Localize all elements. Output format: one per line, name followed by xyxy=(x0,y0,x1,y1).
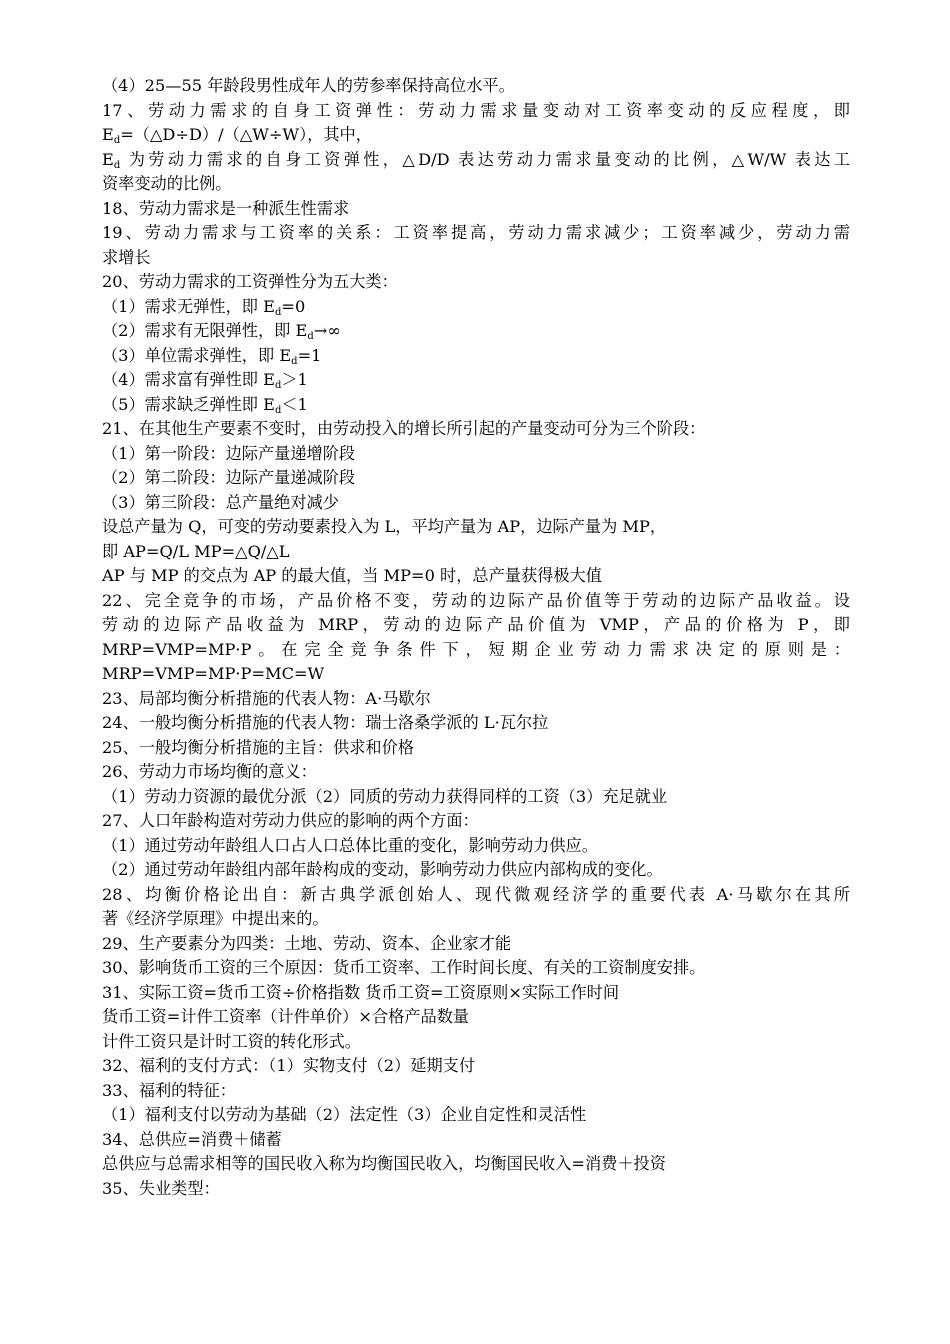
text-line: （2）第二阶段：边际产量递减阶段 xyxy=(102,468,356,487)
text-line: 30、影响货币工资的三个原因：货币工资率、工作时间长度、有关的工资制度安排。 xyxy=(102,958,706,977)
text-line: 著《经济学原理》中提出来的。 xyxy=(102,909,329,928)
text-line: 货币工资=计件工资率（计件单价）×合格产品数量 xyxy=(102,1007,470,1026)
text-line: （5）需求缺乏弹性即 $E_d<1$ xyxy=(102,394,308,416)
text-line: MRP=VMP=MP·P=MC=W xyxy=(102,664,325,683)
text-line: （1）通过劳动年龄组人口占人口总体比重的变化，影响劳动力供应。 xyxy=(102,835,598,855)
text-line: 17、劳动力需求的自身工资弹性：劳动力需求量变动对工资率变动的反应程度，即 xyxy=(102,100,850,120)
text-line: AP 与 MP 的交点为 AP 的最大值，当 MP=0 时，总产量获得极大值 xyxy=(102,566,602,585)
text-line: （1）福利支付以劳动为基础（2）法定性（3）企业自定性和灵活性 xyxy=(102,1105,587,1124)
text-line: （3）单位需求弹性，即 $E_d=1$ xyxy=(102,345,322,367)
text-line: 18、劳动力需求是一种派生性需求 xyxy=(102,198,350,218)
text-line: 设总产量为 Q，可变的劳动要素投入为 L，平均产量为 AP，边际产量为 MP， xyxy=(102,517,667,536)
text-line: 计件工资只是计时工资的转化形式。 xyxy=(102,1031,361,1051)
document-page xyxy=(102,74,850,1201)
text-line: （4）25—55 年龄段男性成年人的劳参率保持高位水平。 xyxy=(102,76,515,95)
text-line: （3）第三阶段：总产量绝对减少 xyxy=(102,492,339,512)
text-line: 31、实际工资=货币工资÷价格指数 货币工资=工资原则×实际工作时间 xyxy=(102,982,620,1002)
text-line: 32、福利的支付方式：（1）实物支付（2）延期支付 xyxy=(102,1056,476,1075)
text-line: （1）劳动力资源的最优分派（2）同质的劳动力获得同样的工资（3）充足就业 xyxy=(102,786,668,806)
text-line: 22、完全竞争的市场，产品价格不变，劳动的边际产品价值等于劳动的边际产品收益。设 xyxy=(102,590,850,610)
text-line: 劳动的边际产品收益为 MRP，劳动的边际产品价值为 VMP，产品的价格为 P，即 xyxy=(102,615,850,634)
text-line: 25、一般均衡分析措施的主旨：供求和价格 xyxy=(102,737,414,757)
text-line: 28、均衡价格论出自：新古典学派创始人、现代微观经济学的重要代表 A·马歇尔在其所 xyxy=(102,884,850,904)
text-line: 33、福利的特征： xyxy=(102,1080,236,1100)
text-line: （2）通过劳动年龄组内部年龄构成的变动，影响劳动力供应内部构成的变化。 xyxy=(102,860,663,879)
text-line: 20、劳动力需求的工资弹性分为五大类： xyxy=(102,272,398,291)
text-line: 26、劳动力市场均衡的意义： xyxy=(102,762,317,781)
text-line: $E_d$ 为劳动力需求的自身工资弹性，△D/D 表达劳动力需求量变动的比例，△W/W 表达工 xyxy=(102,149,850,171)
text-line: 34、总供应=消费＋储蓄 xyxy=(102,1129,282,1149)
text-line: 资率变动的比例。 xyxy=(102,174,232,193)
text-line: 35、失业类型： xyxy=(102,1178,220,1198)
text-line: 总供应与总需求相等的国民收入称为均衡国民收入，均衡国民收入=消费＋投资 xyxy=(102,1154,666,1173)
text-line: （2）需求有无限弹性，即 $E_d\to\infty$ xyxy=(102,321,341,342)
text-line: 求增长 xyxy=(102,247,151,267)
text-line: 19、劳动力需求与工资率的关系：工资率提高，劳动力需求减少；工资率减少，劳动力需 xyxy=(102,223,850,242)
text-line: 24、一般均衡分析措施的代表人物：瑞士洛桑学派的 L·瓦尔拉 xyxy=(102,713,549,732)
text-line: 即 AP=Q/L MP=△Q/△L xyxy=(102,541,290,561)
text-line: （1）需求无弹性，即 $E_d=0$ xyxy=(102,296,306,318)
text-line: （1）第一阶段：边际产量递增阶段 xyxy=(102,443,356,463)
text-line: 29、生产要素分为四类：土地、劳动、资本、企业家才能 xyxy=(102,933,512,953)
text-line: $E_d=(\triangle D\div D)/(\triangle W\div W)$，其中， xyxy=(102,125,372,146)
text-line: 27、人口年龄构造对劳动力供应的影响的两个方面： xyxy=(102,811,479,830)
text-line: 21、在其他生产要素不变时，由劳动投入的增长所引起的产量变动可分为三个阶段： xyxy=(102,419,706,438)
text-line: （4）需求富有弹性即 $E_d>1$ xyxy=(102,370,308,391)
text-line: MRP=VMP=MP·P。在完全竞争条件下，短期企业劳动力需求决定的原则是： xyxy=(102,639,850,659)
text-line: 23、局部均衡分析措施的代表人物：A·马歇尔 xyxy=(102,688,431,708)
